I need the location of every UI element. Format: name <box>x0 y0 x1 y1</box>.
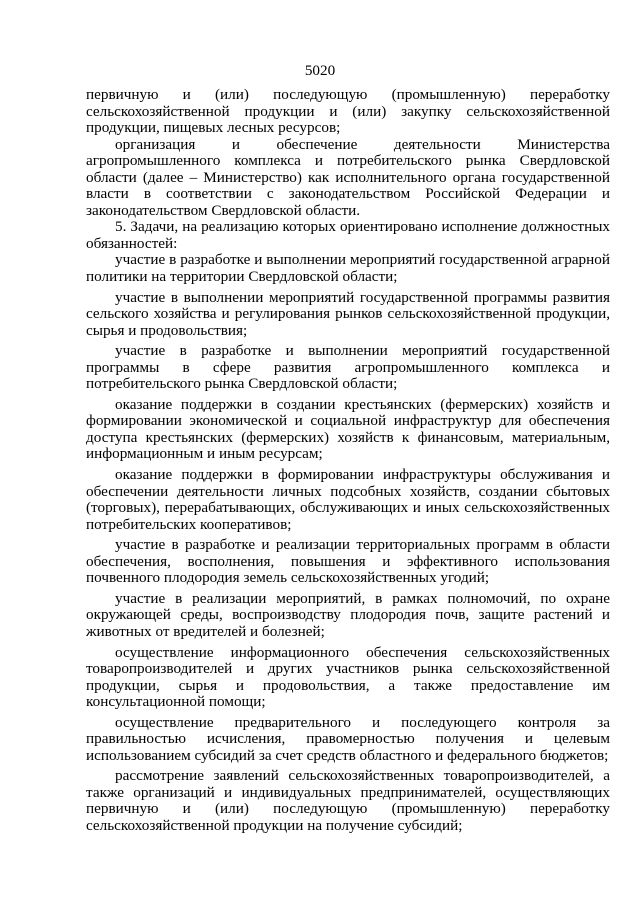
document-body <box>86 87 610 835</box>
paragraph-task-soil-fertility: участие в разработке и реализации территориальных программ в области обеспечения, восполнения, повышения и эффективного использования почвенного плодородия земель сельскохозяйственных угодий; <box>86 536 610 587</box>
paragraph-ministry-organization: организация и обеспечение деятельности Министерства агропромышленного комплекса и потребительского рынка Свердловской области (далее – Министерство) как исполнительного органа государственной власти в соответствии с законодательством Российской Федерации и законодательством Свердловской области. <box>86 135 610 219</box>
paragraph-task-environment: участие в реализации мероприятий, в рамках полномочий, по охране окружающей среды, воспроизводству плодородия почв, защите растений и животных от вредителей и болезней; <box>86 589 610 640</box>
paragraph-task-subsidy-control: осуществление предварительного и последующего контроля за правильностью исчисления, правомерностью получения и целевым использованием субсидий за счет средств областного и федерального бюджетов; <box>86 713 610 764</box>
paragraph-tasks-heading: 5. Задачи, на реализацию которых ориентировано исполнение должностных обязанностей: <box>86 218 610 252</box>
paragraph-task-subsidy-applications: рассмотрение заявлений сельскохозяйственных товаропроизводителей, а также организаций и индивидуальных предпринимателей, осуществляющих первичную и (или) последующую (промышленную) переработку сельскохозяйственной продукции на получение субсидий; <box>86 767 610 834</box>
paragraph-task-state-program-agro-complex: участие в разработке и выполнении мероприятий государственной программы в сфере развития агропромышленного комплекса и потребительского рынка Свердловской области; <box>86 342 610 393</box>
paragraph-task-farm-support: оказание поддержки в создании крестьянских (фермерских) хозяйств и формировании экономической и социальной инфраструктур для обеспечения доступа крестьянских (фермерских) хозяйств к финансовым, материальным, информационным и иным ресурсам; <box>86 395 610 463</box>
paragraph-task-infrastructure: оказание поддержки в формировании инфраструктуры обслуживания и обеспечении деятельности личных подсобных хозяйств, создании сбытовых (торговых), перерабатывающих, обслуживающих и иных сельскохозяйственных потребительских кооперативов; <box>86 466 610 533</box>
paragraph-task-agrarian-policy: участие в разработке и выполнении мероприятий государственной аграрной политики на территории Свердловской области; <box>86 251 610 286</box>
paragraph-task-state-program-agriculture: участие в выполнении мероприятий государственной программы развития сельского хозяйства и регулирования рынков сельскохозяйственной продукции, сырья и продовольствия; <box>86 288 610 339</box>
paragraph-continuation: первичную и (или) последующую (промышленную) переработку сельскохозяйственной продукции и (или) закупку сельскохозяйственной продукции, пищевых лесных ресурсов; <box>86 86 610 137</box>
page-number: 5020 <box>304 62 336 79</box>
paragraph-task-information-support: осуществление информационного обеспечения сельскохозяйственных товаропроизводителей и других участников рынка сельскохозяйственной продукции, сырья и продовольствия, а также предоставление им консультационной помощи; <box>86 643 610 711</box>
